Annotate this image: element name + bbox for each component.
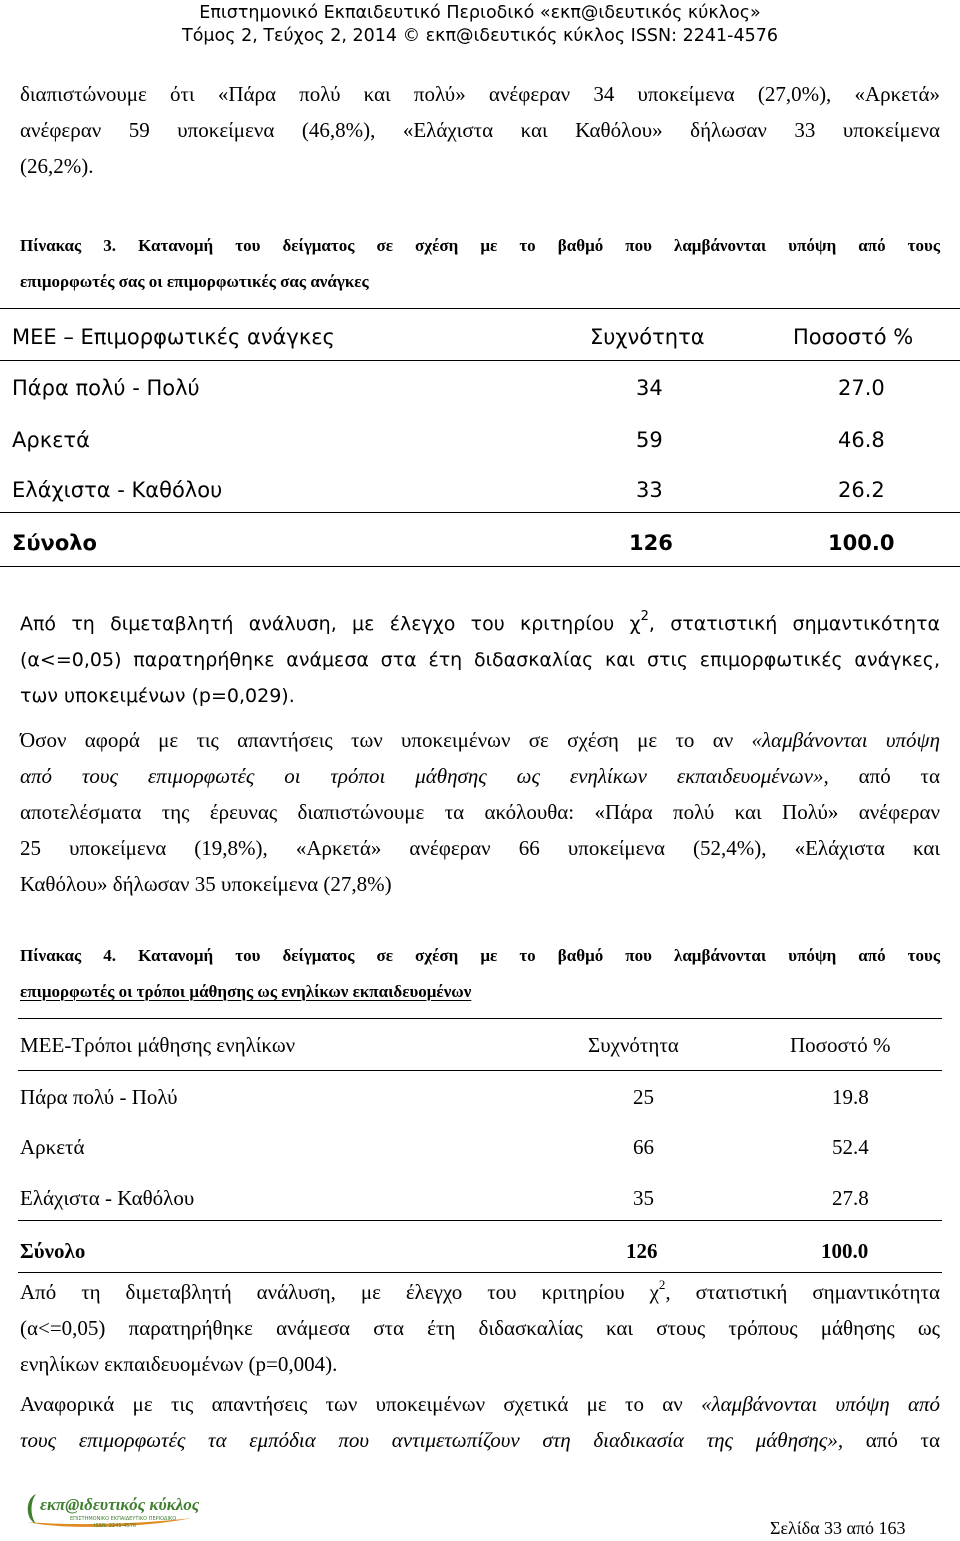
table4-caption: [20, 938, 940, 1010]
paragraph2-line-2-italic: από τους επιμορφωτές οι τρόποι μάθησης ως ενηλίκων εκπαιδευομένων»,: [20, 764, 829, 788]
table3-header-frequency: Συχνότητα: [590, 325, 705, 349]
paragraph2-line-2: [20, 758, 940, 794]
table3-bottom-rule: [0, 566, 960, 567]
table4-top-rule: [18, 1018, 942, 1019]
chi-square-superscript: 2: [640, 609, 649, 624]
journal-title: Επιστημονικό Εκπαιδευτικό Περιοδικό «εκπ@ιδευτικός κύκλος»: [199, 3, 761, 23]
table3-row-category: Πάρα πολύ - Πολύ: [12, 376, 200, 400]
paragraph3-line-2-italic: τους επιμορφωτές τα εμπόδια που αντιμετωπίζουν στη διαδικασία της μάθησης»,: [20, 1428, 844, 1452]
analysis4-line-1-tail: , στατιστική σημαντικότητα: [665, 1280, 940, 1304]
table4-total-row: [18, 1236, 942, 1266]
table4-header-row: [18, 1030, 942, 1060]
table4-header-frequency: Συχνότητα: [588, 1033, 679, 1057]
table3-total-row: [0, 528, 960, 558]
table3-header-rule: [0, 360, 960, 361]
paragraph3-line-1-text: Αναφορικά με τις απαντήσεις των υποκειμένων σχετικά με το αν: [20, 1392, 702, 1416]
table3: [0, 300, 960, 580]
paragraph2-line-3: αποτελέσματα της έρευνας διαπιστώνουμε τα ακόλουθα: «Πάρα πολύ και Πολύ» ανέφεραν: [20, 800, 940, 824]
page-number: Σελίδα 33 από 163: [770, 1518, 906, 1538]
table3-header-category: ΜΕΕ – Επιμορφωτικές ανάγκες: [12, 325, 335, 349]
paragraph2-line-5: Καθόλου» δήλωσαν 35 υποκείμενα (27,8%): [20, 872, 392, 896]
table-row: [18, 1183, 942, 1213]
table4: [18, 1010, 942, 1280]
intro-line-2: ανέφεραν 59 υποκείμενα (46,8%), «Ελάχιστα και Καθόλου» δήλωσαν 33 υποκείμενα: [20, 118, 940, 142]
table4-header-percent: Ποσοστό %: [790, 1033, 891, 1057]
table3-caption-line-1: Πίνακας 3. Κατανομή του δείγματος σε σχέση με το βαθμό που λαμβάνονται υπόψη από τους: [20, 236, 940, 255]
paragraph2-line-1-text: Όσον αφορά με τις απαντήσεις των υποκειμένων σε σχέση με το αν: [20, 728, 752, 752]
chi-square-superscript: 2: [658, 1277, 666, 1292]
analysis3-line-2: (α<=0,05) παρατηρήθηκε ανάμεσα στα έτη διδασκαλίας και στις επιμορφωτικές ανάγκες,: [20, 649, 940, 671]
logo-subtitle: ΕΠΙΣΤΗΜΟΝΙΚΟ ΕΚΠΑΙΔΕΥΤΙΚΟ ΠΕΡΙΟΔΙΚΟ: [70, 1516, 177, 1522]
analysis4-line-2: (α<=0,05) παρατηρήθηκε ανάμεσα στα έτη διδασκαλίας και στους τρόπους μάθησης ως: [20, 1316, 940, 1340]
table4-header-rule: [18, 1070, 942, 1071]
table3-row-frequency: 33: [636, 478, 663, 502]
journal-logo: [22, 1488, 210, 1530]
table-row: [0, 475, 960, 505]
table4-row-category: Ελάχιστα - Καθόλου: [20, 1186, 195, 1210]
table4-row-frequency: 66: [633, 1135, 654, 1159]
table-row: [18, 1132, 942, 1162]
table3-total-frequency: 126: [629, 531, 673, 555]
paragraph2-line-4: 25 υποκείμενα (19,8%), «Αρκετά» ανέφεραν 66 υποκείμενα (52,4%), «Ελάχιστα και: [20, 836, 940, 860]
table3-analysis: [20, 606, 940, 714]
paragraph-3: [20, 1386, 940, 1458]
table4-total-frequency: 126: [626, 1239, 658, 1263]
table4-row-frequency: 35: [633, 1186, 654, 1210]
table4-row-percent: 19.8: [832, 1085, 869, 1109]
paragraph-2: [20, 722, 940, 902]
table3-row-category: Αρκετά: [12, 428, 90, 452]
table4-bottom-rule: [18, 1272, 942, 1273]
table4-row-category: Αρκετά: [20, 1135, 85, 1159]
table3-total-percent: 100.0: [828, 531, 895, 555]
table3-caption-line-2: επιμορφωτές σας οι επιμορφωτικές σας ανάγκες: [20, 272, 369, 291]
intro-line-3: (26,2%).: [20, 154, 94, 178]
table4-row-percent: 52.4: [832, 1135, 869, 1159]
paragraph2-line-2-text: από τα: [828, 764, 941, 788]
paragraph3-line-1-italic: «λαμβάνονται υπόψη από: [701, 1392, 940, 1416]
paragraph3-line-1: [20, 1386, 940, 1422]
table4-total-category: Σύνολο: [20, 1239, 86, 1263]
paragraph3-line-2-text: από τα: [843, 1428, 940, 1452]
intro-paragraph: [20, 76, 940, 184]
table3-row-category: Ελάχιστα - Καθόλου: [12, 478, 223, 502]
analysis3-line-3: των υποκειμένων (p=0,029).: [20, 685, 295, 707]
paragraph2-line-1-italic: «λαμβάνονται υπόψη: [751, 728, 940, 752]
table-row: [18, 1082, 942, 1112]
table4-total-rule: [18, 1220, 942, 1221]
table3-row-frequency: 34: [636, 376, 663, 400]
table4-total-percent: 100.0: [821, 1239, 869, 1263]
intro-line-1: διαπιστώνουμε ότι «Πάρα πολύ και πολύ» ανέφεραν 34 υποκείμενα (27,0%), «Αρκετά»: [20, 82, 940, 106]
table3-header-row: [0, 322, 960, 352]
logo-issn: ISSN: 2241-4576: [94, 1523, 137, 1529]
table4-row-frequency: 25: [633, 1085, 654, 1109]
journal-issue: Τόμος 2, Τεύχος 2, 2014 © εκπ@ιδευτικός κύκλος ISSN: 2241-4576: [182, 26, 778, 46]
paragraph3-line-2: [20, 1422, 940, 1458]
analysis4-line-1-text: Από τη διμεταβλητή ανάλυση, με έλεγχο του κριτηρίου χ: [20, 1280, 659, 1304]
table4-analysis: [20, 1274, 940, 1382]
table3-row-percent: 46.8: [838, 428, 885, 452]
table4-caption-line-2: επιμορφωτές οι τρόποι μάθησης ως ενηλίκων εκπαιδευομένων: [20, 982, 472, 1001]
table3-total-category: Σύνολο: [12, 531, 97, 555]
analysis3-line-1-tail: , στατιστική σημαντικότητα: [648, 613, 940, 635]
logo-title: εκπ@ιδευτικός κύκλος: [40, 1495, 200, 1514]
table-row: [0, 373, 960, 403]
table4-caption-line-1: Πίνακας 4. Κατανομή του δείγματος σε σχέση με το βαθμό που λαμβάνονται υπόψη από τους: [20, 946, 940, 965]
table3-top-rule: [0, 308, 960, 309]
analysis4-line-1: [20, 1274, 940, 1310]
table3-caption: [20, 228, 940, 300]
paragraph2-line-1: [20, 722, 940, 758]
analysis3-line-1: [20, 606, 940, 642]
table-row: [0, 425, 960, 455]
table4-row-category: Πάρα πολύ - Πολύ: [20, 1085, 178, 1109]
table3-row-percent: 26.2: [838, 478, 885, 502]
journal-header: [0, 2, 960, 48]
analysis4-line-3: ενηλίκων εκπαιδευομένων (p=0,004).: [20, 1352, 338, 1376]
table3-total-rule: [0, 512, 960, 513]
table3-row-frequency: 59: [636, 428, 663, 452]
analysis3-line-1-text: Από τη διμεταβλητή ανάλυση, με έλεγχο του κριτηρίου χ: [20, 613, 641, 635]
table3-row-percent: 27.0: [838, 376, 885, 400]
table4-row-percent: 27.8: [832, 1186, 869, 1210]
table4-header-category: ΜΕΕ-Τρόποι μάθησης ενηλίκων: [20, 1033, 296, 1057]
table3-header-percent: Ποσοστό %: [793, 325, 914, 349]
